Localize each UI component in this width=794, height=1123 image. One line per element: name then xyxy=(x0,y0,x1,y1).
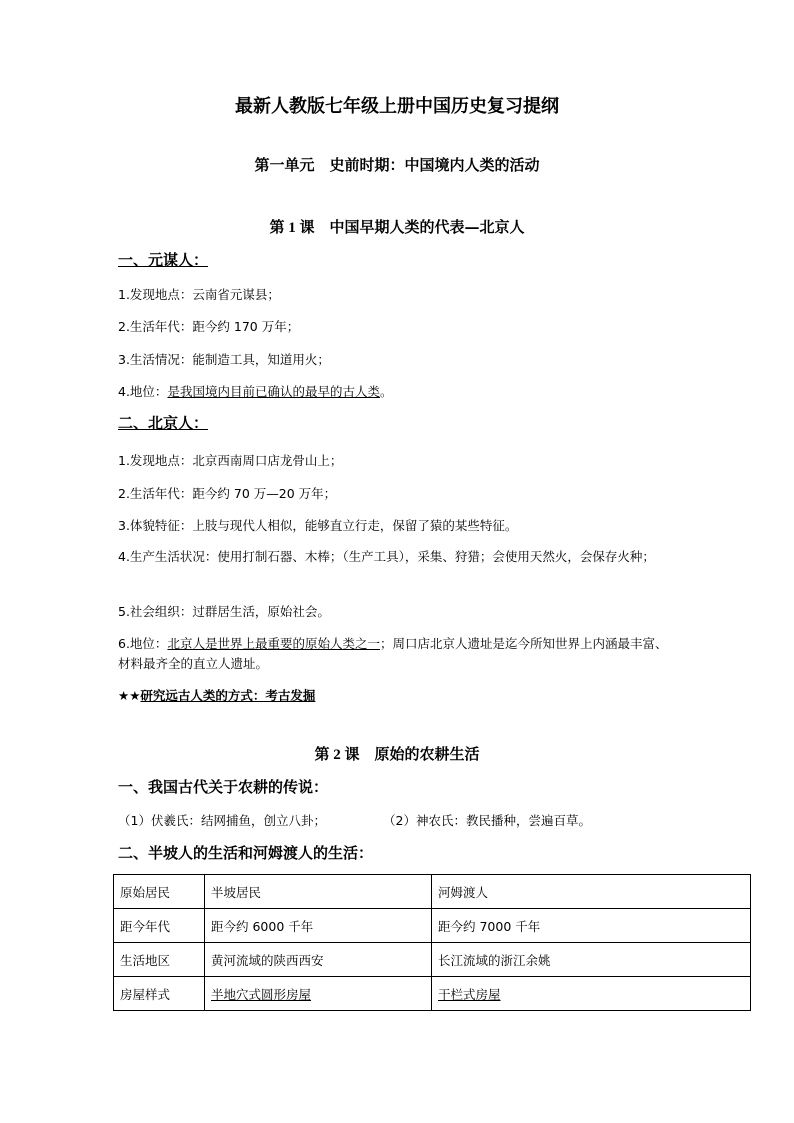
yuanmou-item-1: 1.发现地点：云南省元谋县； xyxy=(118,287,280,302)
legend-fuxi: （1）伏羲氏：结网捕鱼，创立八卦； xyxy=(118,813,326,828)
lesson-2-name: 原始的农耕生活 xyxy=(374,745,480,763)
lesson-2-title xyxy=(0,743,794,764)
star-icon: ★★ xyxy=(118,688,141,703)
table-cell-hemudu xyxy=(432,977,751,1011)
lesson-2-number: 第 2 课 xyxy=(314,747,360,763)
beijing-status-key: 北京人是世界上最重要的原始人类之一 xyxy=(167,636,380,651)
beijing-item-5: 5.社会组织：过群居生活，原始社会。 xyxy=(118,604,330,619)
table-cell-hemudu: 距今约 7000 千年 xyxy=(432,909,751,943)
table-cell-label: 距今年代 xyxy=(114,909,205,943)
table-cell-banpo: 距今约 6000 千年 xyxy=(205,909,432,943)
table-cell-banpo: 黄河流域的陕西西安 xyxy=(205,943,432,977)
beijing-item-3: 3.体貌特征：上肢与现代人相似，能够直立行走，保留了猿的某些特征。 xyxy=(118,518,518,533)
table-row xyxy=(114,875,751,909)
table-row xyxy=(114,977,751,1011)
lesson-1-title xyxy=(0,216,794,237)
beijing-status-label: 6.地位： xyxy=(118,636,168,651)
table-cell-banpo xyxy=(205,977,432,1011)
beijing-item-4: 4.生产生活状况：使用打制石器、木棒；（生产工具），采集、狩猎；会使用天然火，会保存火种； xyxy=(118,549,655,564)
beijing-item-2: 2.生活年代：距今约 70 万—20 万年； xyxy=(118,486,337,501)
table-row xyxy=(114,909,751,943)
legend-shennong: （2）神农氏：教民播种，尝遍百草。 xyxy=(383,813,591,828)
yuanmou-status-label: 4.地位： xyxy=(118,384,168,399)
yuanmou-status-end: 。 xyxy=(379,384,393,399)
research-note xyxy=(118,686,315,704)
table-cell-banpo: 半坡居民 xyxy=(205,875,432,909)
table-cell-label: 生活地区 xyxy=(114,943,205,977)
beijing-item-1: 1.发现地点：北京西南周口店龙骨山上； xyxy=(118,453,343,468)
comparison-table xyxy=(113,874,751,1011)
table-row xyxy=(114,943,751,977)
unit-title: 第一单元 史前时期：中国境内人类的活动 xyxy=(254,156,540,174)
section-compare-heading: 二、半坡人的生活和河姆渡人的生活： xyxy=(118,844,374,862)
beijing-item-6 xyxy=(118,634,678,674)
beijing-status-end: ；周口店北京人遗址是迄今所知世界上内涵最丰富、材料最齐全的直立人遗址。 xyxy=(118,636,668,671)
section-yuanmou-heading: 一、元谋人： xyxy=(118,251,209,269)
house-style-banpo: 半地穴式圆形房屋 xyxy=(211,986,312,1002)
yuanmou-item-3: 3.生活情况：能制造工具，知道用火； xyxy=(118,352,330,367)
research-note-text: 研究远古人类的方式：考古发掘 xyxy=(140,688,316,703)
lesson-1-number: 第 1 课 xyxy=(269,220,315,236)
table-cell-hemudu: 长江流域的浙江余姚 xyxy=(432,943,751,977)
lesson-1-name: 中国早期人类的代表—北京人 xyxy=(329,218,525,236)
house-style-hemudu: 干栏式房屋 xyxy=(438,986,501,1002)
table-cell-hemudu: 河姆渡人 xyxy=(432,875,751,909)
yuanmou-item-2: 2.生活年代：距今约 170 万年； xyxy=(118,319,300,334)
table-cell-label: 原始居民 xyxy=(114,875,205,909)
section-legend-heading: 一、我国古代关于农耕的传说： xyxy=(118,778,329,796)
yuanmou-item-4 xyxy=(118,382,392,400)
document-title: 最新人教版七年级上册中国历史复习提纲 xyxy=(235,96,559,117)
section-beijing-heading: 二、北京人： xyxy=(118,414,209,432)
yuanmou-status-key: 是我国境内目前已确认的最早的古人类 xyxy=(167,384,380,399)
table-cell-label: 房屋样式 xyxy=(114,977,205,1011)
